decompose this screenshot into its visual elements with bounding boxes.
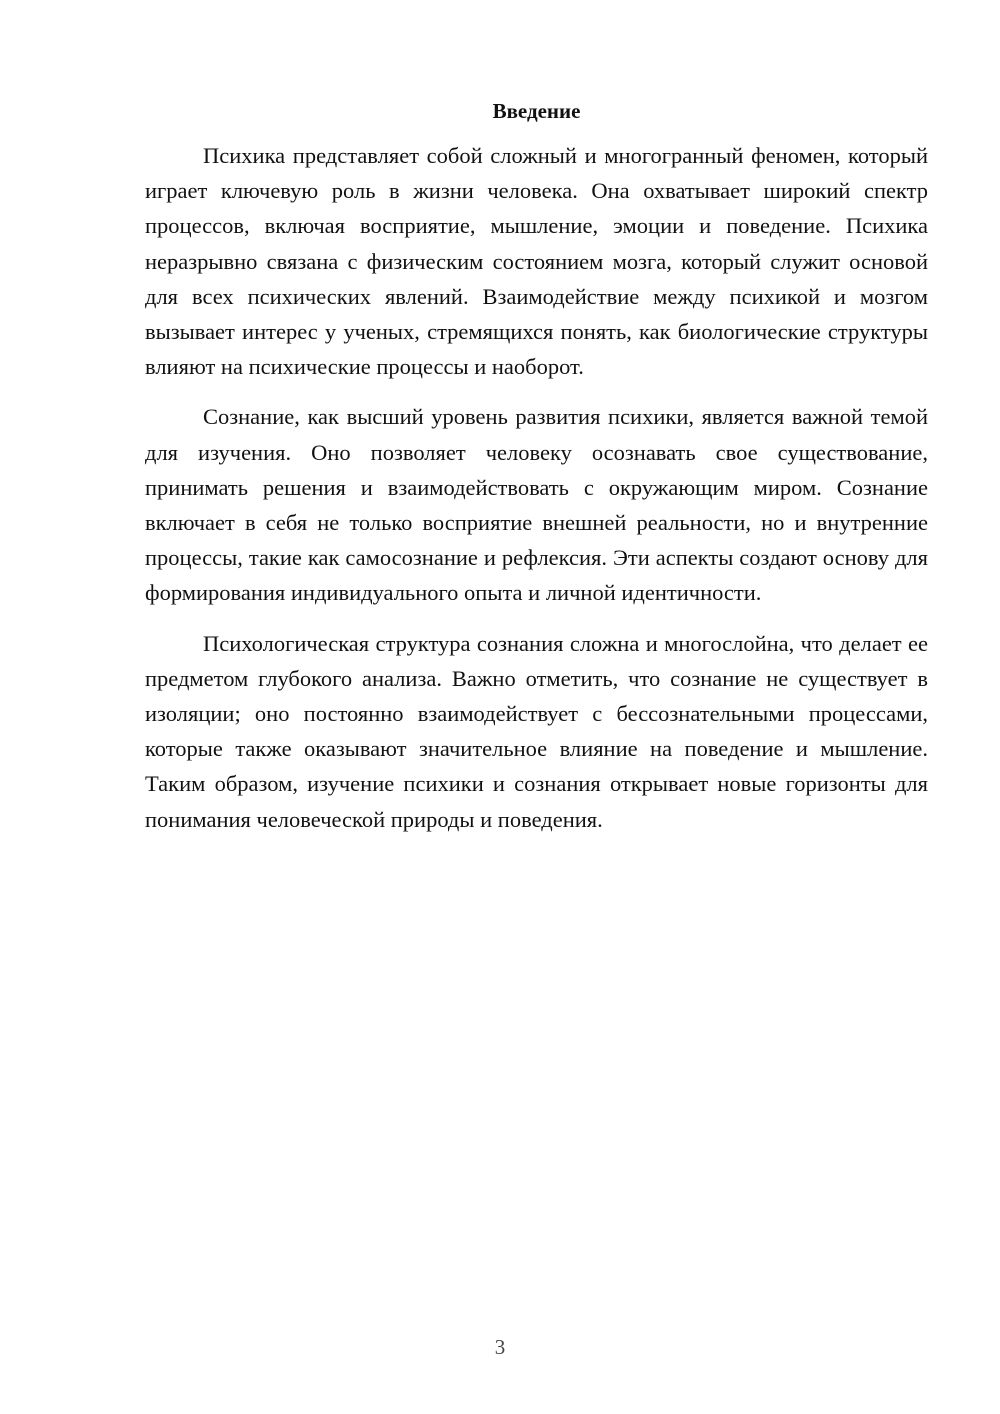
section-title: Введение bbox=[492, 99, 581, 123]
paragraph-3: Психологическая структура сознания сложна и многослойна, что делает ее предметом глубокого анализа. Важно отметить, что сознание не существует в изоляции; оно постоянно взаимодействует с бессознательными процессами, которые также оказывают значительное влияние на поведение и мышление. Таким образом, изучение психики и сознания открывает новые горизонты для понимания человеческой природы и поведения. bbox=[145, 630, 928, 832]
paragraph-2: Сознание, как высший уровень развития психики, является важной темой для изучения. Оно позволяет человеку осознавать свое существование, принимать решения и взаимодействовать с окружающим миром. Сознание включает в себя не только восприятие внешней реальности, но и внутренние процессы, такие как самосознание и рефлексия. Эти аспекты создают основу для формирования индивидуального опыта и личной идентичности. bbox=[145, 404, 928, 606]
page-number: 3 bbox=[494, 1335, 506, 1359]
page-content bbox=[145, 96, 928, 852]
paragraph-1: Психика представляет собой сложный и многогранный феномен, который играет ключевую роль в жизни человека. Она охватывает широкий спектр процессов, включая восприятие, мышление, эмоции и поведение. Психика неразрывно связана с физическим состоянием мозга, который служит основой для всех психических явлений. Взаимодействие между психикой и мозгом вызывает интерес у ученых, стремящихся понять, как биологические структуры влияют на психические процессы и наоборот. bbox=[145, 143, 928, 380]
